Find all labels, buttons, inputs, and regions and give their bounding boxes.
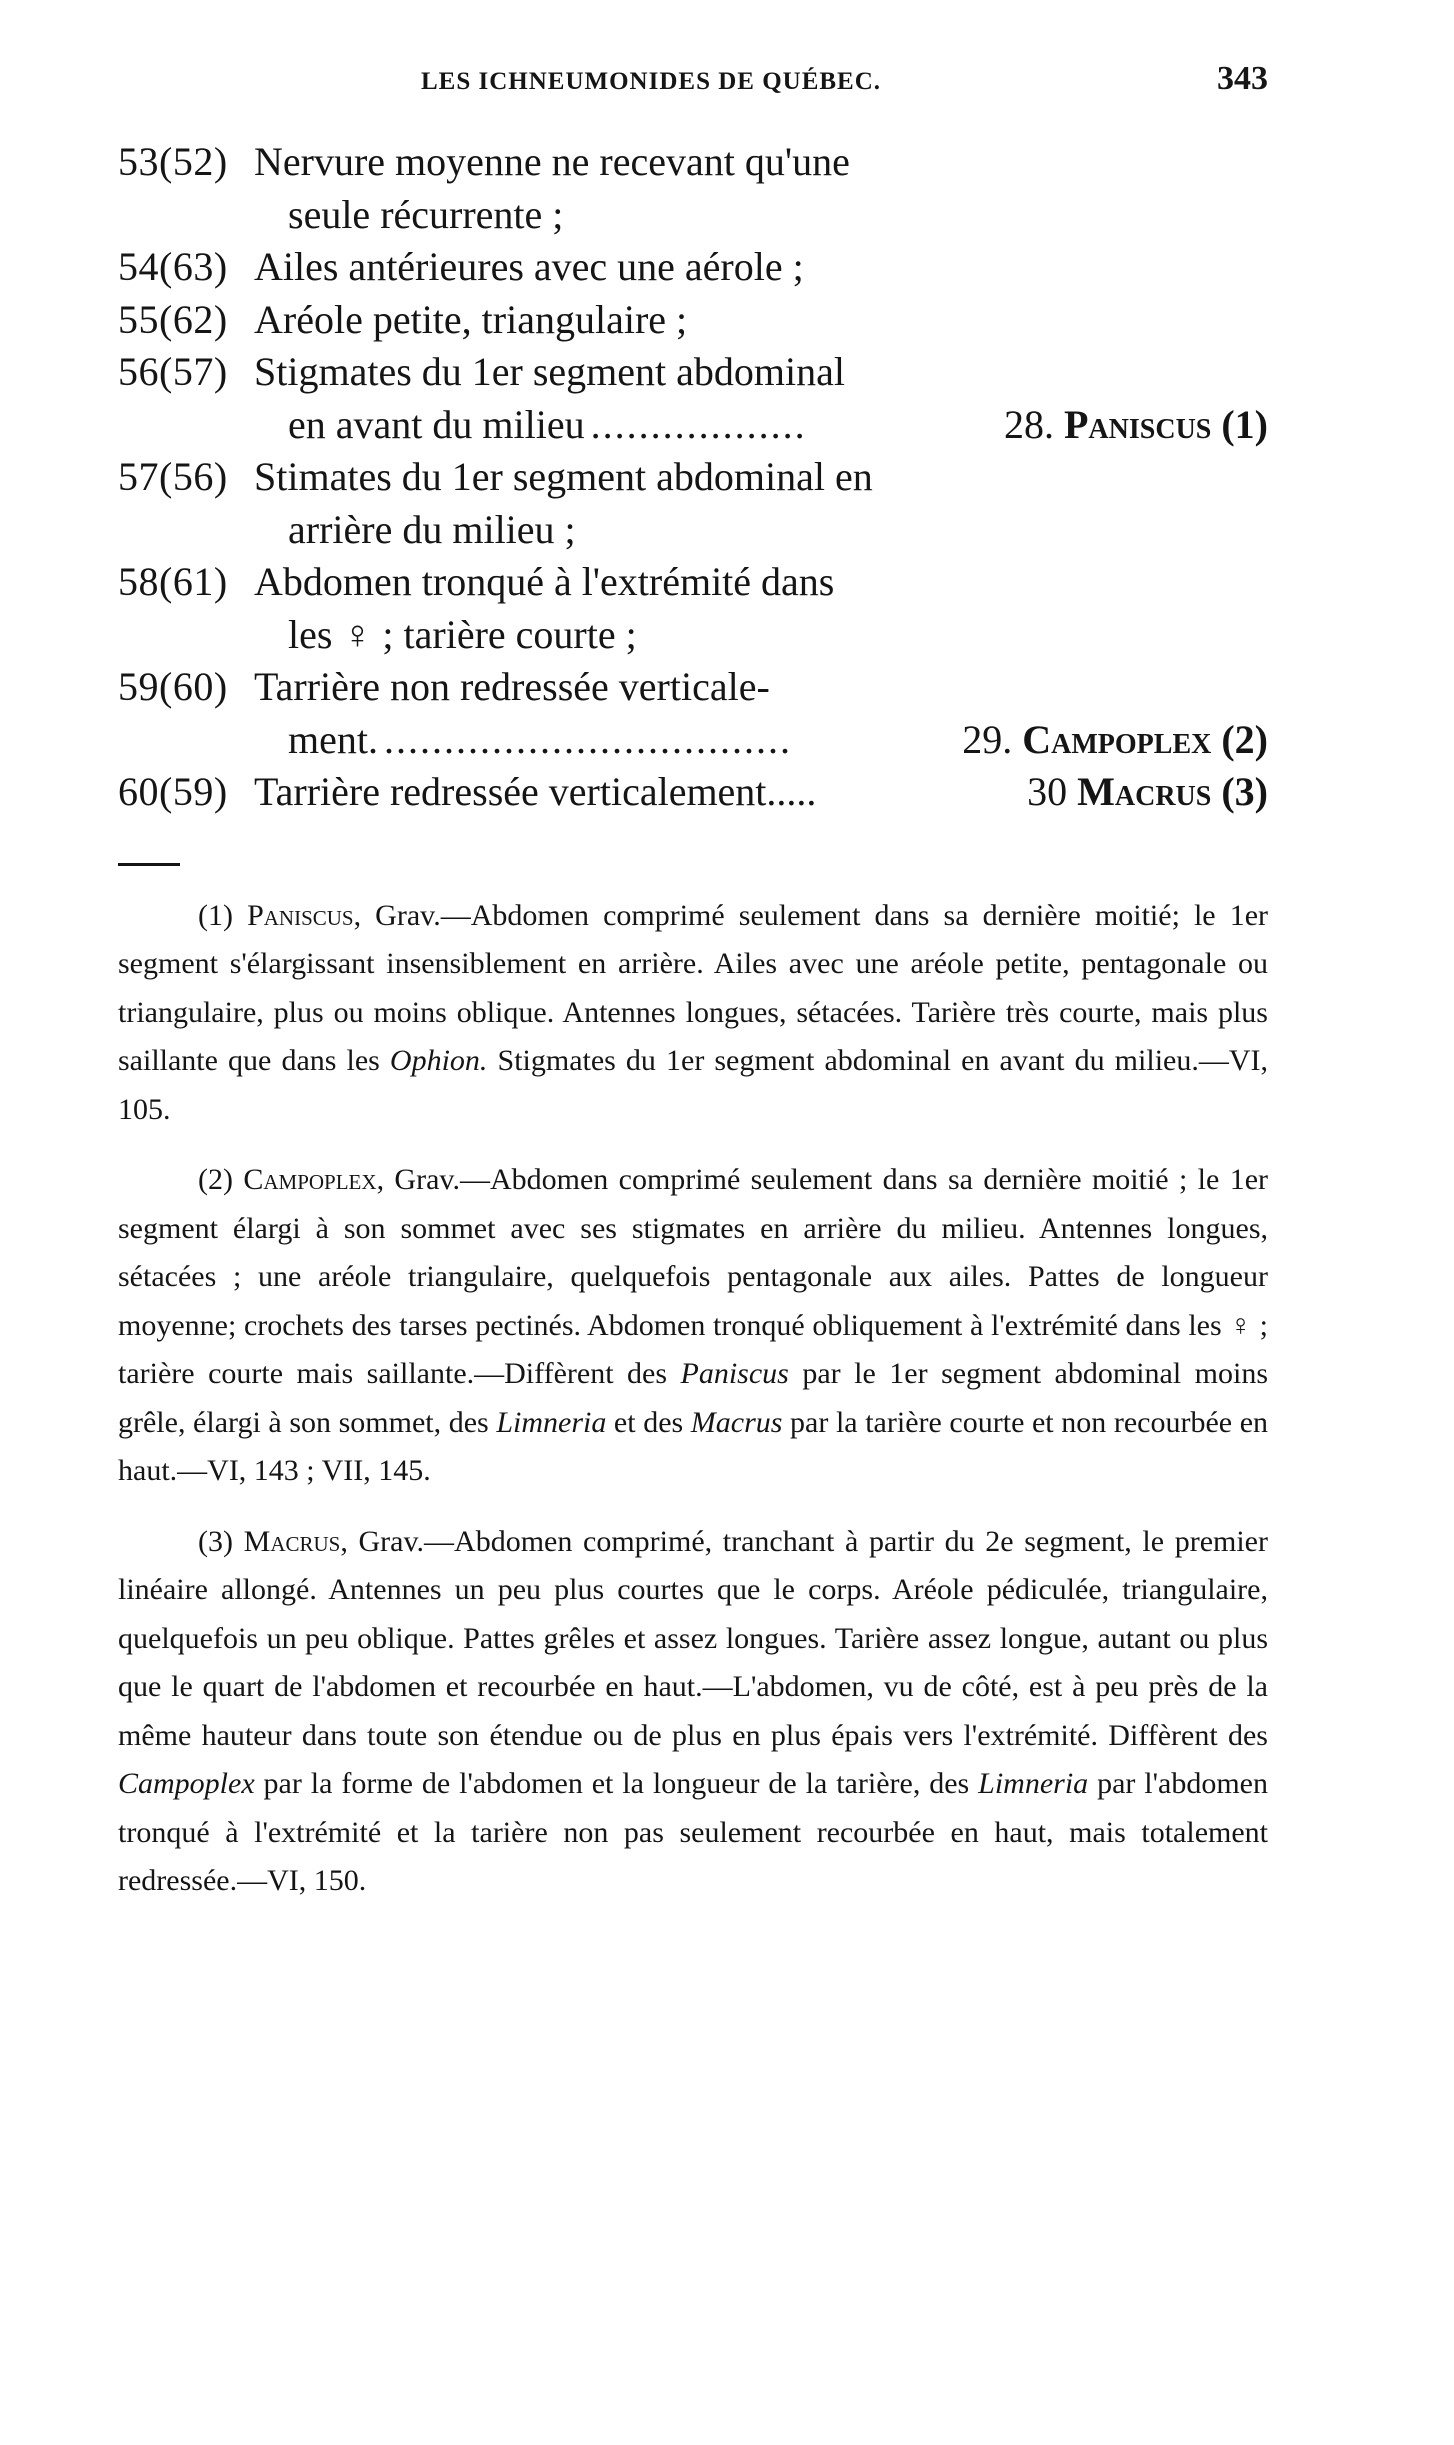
footnote-marker: (2) (198, 1163, 233, 1196)
key-couplet-56 (118, 346, 1268, 399)
author: , Grav.— (376, 1163, 490, 1196)
couplet-text: Stimates du 1er segment abdominal en (254, 454, 873, 499)
footnotes (118, 892, 1268, 1906)
footnote-rule (118, 863, 180, 866)
couplet-text: Aréole petite, triangulaire ; (254, 296, 688, 342)
key-couplet-57 (118, 451, 1268, 504)
taxon-name: Campoplex (1022, 716, 1212, 762)
taxon-number: 29. (962, 716, 1013, 762)
couplet-number: 53(52) (118, 139, 228, 184)
footnote-1 (118, 892, 1268, 1135)
footnote-marker: (3) (198, 1524, 233, 1558)
couplet-number: 60(59) (118, 769, 228, 814)
couplet-continuation: en avant du milieu (288, 401, 585, 447)
running-header (118, 60, 1268, 122)
dot-leaders: .................................. (383, 716, 792, 762)
couplet-text: Abdomen tronqué à l'extrémité dans (254, 559, 835, 604)
key-couplet-53 (118, 136, 1268, 189)
footnote-2 (118, 1156, 1268, 1496)
couplet-number: 58(61) (118, 559, 228, 604)
key-couplet-58 (118, 556, 1268, 609)
couplet-text: Stigmates du 1er segment abdominal (254, 349, 845, 394)
couplet-number: 59(60) (118, 664, 228, 709)
identification-key (118, 136, 1268, 819)
couplet-number: 55(62) (118, 296, 228, 342)
taxon-number: 28. (1004, 401, 1054, 447)
author: , Grav.— (340, 1524, 455, 1558)
genus-italic: Limneria (496, 1405, 607, 1439)
couplet-continuation-row (118, 399, 1268, 452)
couplet-text: Ailes antérieures avec une aérole ; (254, 244, 804, 289)
page-number: 343 (1217, 60, 1268, 97)
genus-name: Macrus (243, 1524, 341, 1558)
genus-italic: Paniscus (680, 1357, 789, 1390)
footnote-text: par la tarière courte et non recourbée en haut.—VI, 143 ; VII, 145. (118, 1405, 1269, 1487)
taxon-entry (1027, 766, 1268, 819)
key-couplet-54 (118, 241, 1268, 294)
footnote-text: Abdomen comprimé seulement dans sa dernière moitié; le 1er segment s'élargissant insensiblement en arrière. Ailes avec une aréole petite, pentagonale ou triangulaire, plus ou moins oblique. Antennes longues, sétacées. Tarière très courte, mais plus saillante que dans les (118, 898, 1268, 1077)
page (118, 60, 1268, 1928)
genus-italic: Ophion. (389, 1044, 488, 1077)
footnote-reference: (2) (1221, 716, 1268, 762)
running-title: LES ICHNEUMONIDES DE QUÉBEC. (421, 68, 882, 95)
footnote-text: Abdomen comprimé, tranchant à partir du 2e segment, le premier linéaire allongé. Antennes un peu plus courtes que le corps. Aréole pédiculée, triangulaire, quelquefois un peu oblique. Pattes grêles et assez longues. Tarière assez longue, autant ou plus que le quart de l'abdomen et recourbée en haut.—L'abdomen, vu de côté, est à peu près de la même hauteur dans toute son étendue ou de plus en plus épais vers l'extrémité. Diffèrent des (118, 1524, 1268, 1752)
taxon-entry (962, 714, 1268, 767)
footnote-text: par l'abdomen tronqué à l'extrémité et la tarière non pas seulement recourbée en haut, mais totalement redressée.—VI, 150. (118, 1767, 1268, 1897)
footnote-reference: (1) (1221, 401, 1268, 447)
author: , Grav.— (353, 898, 471, 932)
footnote-text: Stigmates du 1er segment abdominal en avant du milieu.—VI, 105. (118, 1044, 1268, 1126)
genus-name: Paniscus (247, 898, 354, 932)
couplet-number: 57(56) (118, 454, 228, 499)
couplet-text: Nervure moyenne ne recevant qu'une (254, 139, 850, 184)
footnote-text: Abdomen comprimé seulement dans sa dernière moitié ; le 1er segment élargi à son sommet avec ses stigmates en arrière du milieu. Antennes longues, sétacées ; une aréole triangulaire, quelquefois pentagonale aux ailes. Pattes de longueur moyenne; crochets des tarses pectinés. Abdomen tronqué obliquement à l'extrémité dans les ♀ ; tarière courte mais saillante.—Diffèrent des (118, 1163, 1268, 1390)
dot-leaders: .................. (590, 401, 807, 447)
couplet-text: Tarrière non redressée verticale- (254, 664, 770, 709)
taxon-name: Macrus (1077, 769, 1212, 814)
taxon-name: Paniscus (1064, 401, 1212, 447)
key-couplet-60 (118, 766, 1268, 819)
couplet-continuation: les ♀ ; tarière courte ; (288, 611, 637, 657)
key-couplet-59 (118, 661, 1268, 714)
footnote-3 (118, 1518, 1268, 1906)
couplet-text: Tarrière redressée verticalement..... (254, 769, 817, 814)
footnote-text: par la forme de l'abdomen et la longueur de la tarière, des (254, 1767, 979, 1800)
couplet-continuation: seule récurrente ; (288, 191, 564, 237)
key-couplet-55 (118, 294, 1268, 347)
couplet-continuation: ment. (288, 716, 378, 762)
genus-italic: Macrus (690, 1405, 783, 1439)
footnote-text: par le 1er segment abdominal moins grêle, élargi à son sommet, des (118, 1357, 1269, 1439)
couplet-continuation: arrière du milieu ; (288, 506, 576, 552)
genus-italic: Campoplex (118, 1767, 255, 1800)
couplet-number: 54(63) (118, 244, 228, 289)
genus-italic: Limneria (978, 1767, 1089, 1800)
couplet-continuation-row (118, 714, 1268, 767)
footnote-marker: (1) (198, 898, 233, 932)
taxon-number: 30 (1027, 769, 1068, 814)
genus-name: Campoplex (243, 1163, 377, 1196)
couplet-number: 56(57) (118, 349, 228, 394)
footnote-reference: (3) (1221, 769, 1268, 814)
taxon-entry (1004, 399, 1268, 452)
footnote-text: et des (606, 1405, 691, 1439)
